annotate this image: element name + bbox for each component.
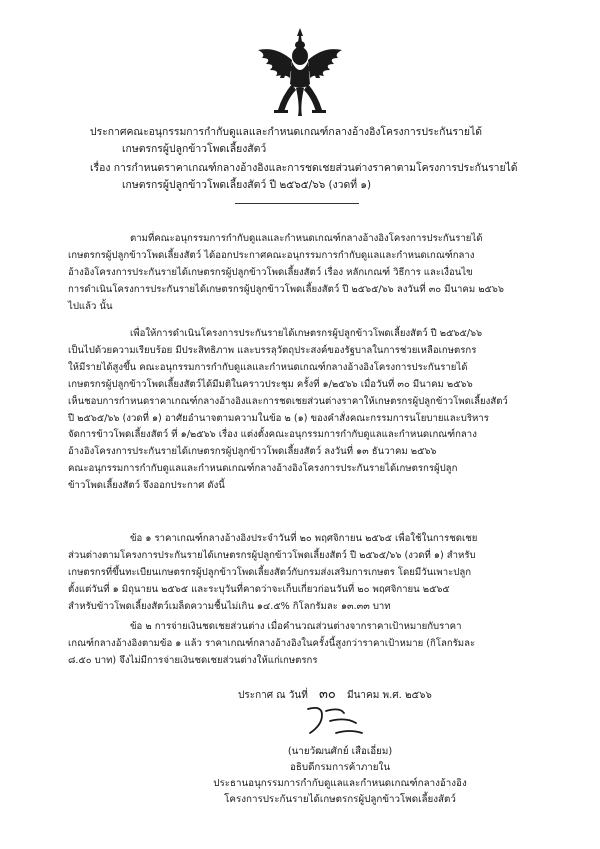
paragraph-line: อ้างอิงโครงการประกันรายได้เกษตรกรผู้ปลูกข้าวโพดเลี้ยงสัตว์ เรื่อง หลักเกณฑ์ วิธีการ และเงื่อนไข <box>68 266 473 278</box>
announcement-date <box>238 683 432 704</box>
paragraph-line: เป็นไปด้วยความเรียบร้อย มีประสิทธิภาพ และบรรลุวัตถุประสงค์ของรัฐบาลในการช่วยเหลือเกษตรกร <box>68 344 477 356</box>
subject-line-2: เกษตรกรผู้ปลูกข้าวโพดเลี้ยงสัตว์ ปี ๒๕๖๕/๖๖ (งวดที่ ๑) <box>122 179 372 191</box>
announce-month-year: มีนาคม พ.ศ. ๒๕๖๖ <box>347 690 432 701</box>
paragraph-line: ข้อ ๒ การจ่ายเงินชดเชยส่วนต่าง เมื่อคำนวณส่วนต่างจากราคาเป้าหมายกับราคา <box>130 621 462 632</box>
paragraph-line: อ้างอิงโครงการประกันรายได้เกษตรกรผู้ปลูกข้าวโพดเลี้ยงสัตว์ ลงวันที่ ๑๓ ธันวาคม ๒๕๖๖ <box>68 446 437 458</box>
paragraph-line: ตามที่คณะอนุกรรมการกำกับดูแลและกำหนดเกณฑ์กลางอ้างอิงโครงการประกันรายได้ <box>130 233 483 244</box>
paragraph-line: เห็นชอบการกำหนดราคาเกณฑ์กลางอ้างอิงและการชดเชยส่วนต่างราคาให้เกษตรกรผู้ปลูกข้าวโพดเลี้ยงสัตว์ <box>68 395 508 407</box>
paragraph-line: เกษตรกรผู้ปลูกข้าวโพดเลี้ยงสัตว์ ได้ออกประกาศคณะอนุกรรมการกำกับดูแลและกำหนดเกณฑ์กลาง <box>68 249 475 261</box>
signer-name: (นายวัฒนศักย์ เสือเอี่ยม) <box>287 746 393 757</box>
title-line-1: ประกาศคณะอนุกรรมการกำกับดูแลและกำหนดเกณฑ์กลางอ้างอิงโครงการประกันรายได้ <box>90 126 482 138</box>
paragraph-line: ๘.๕๐ บาท) จึงไม่มีการจ่ายเงินชดเชยส่วนต่างให้แก่เกษตรกร <box>68 654 318 666</box>
paragraph-line: ข้อ ๑ ราคาเกณฑ์กลางอ้างอิงประจำวันที่ ๒๐ พฤศจิกายน ๒๕๖๕ เพื่อใช้ในการชดเชย <box>130 533 478 544</box>
clause-2 <box>68 619 538 670</box>
signer-title-2: ประธานอนุกรรมการกำกับดูแลและกำหนดเกณฑ์กลางอ้างอิง <box>213 778 467 789</box>
paragraph-line: ให้มีรายได้สูงขึ้น คณะอนุกรรมการกำกับดูแลและกำหนดเกณฑ์กลางอ้างอิงโครงการประกันรายได้ <box>68 361 468 373</box>
paragraph-line: เกษตรกรที่ขึ้นทะเบียนเกษตรกรผู้ปลูกข้าวโพดเลี้ยงสัตว์กับกรมส่งเสริมการเกษตร โดยมีวันเพาะปลูก <box>68 566 472 578</box>
announce-day: ๓๐ <box>318 687 336 702</box>
paragraph-line: เพื่อให้การดำเนินโครงการประกันรายได้เกษตรกรผู้ปลูกข้าวโพดเลี้ยงสัตว์ ปี ๒๕๖๕/๖๖ <box>130 328 483 339</box>
subject-line-1: เรื่อง การกำหนดราคาเกณฑ์กลางอ้างอิงและการชดเชยส่วนต่างราคาตามโครงการประกันรายได้ <box>90 162 518 174</box>
signer-title-1: อธิบดีกรมการค้าภายใน <box>289 762 391 773</box>
paragraph-line: ข้าวโพดเลี้ยงสัตว์ จึงออกประกาศ ดังนี้ <box>68 480 225 492</box>
paragraph-purpose <box>68 326 538 495</box>
paragraph-line: คณะอนุกรรมการกำกับดูแลและกำหนดเกณฑ์กลางอ้างอิงโครงการประกันรายได้เกษตรกรผู้ปลูก <box>68 463 458 475</box>
paragraph-line: ตั้งแต่วันที่ ๑ มิถุนายน ๒๕๖๕ และระบุวันที่คาดว่าจะเก็บเกี่ยวก่อนวันที่ ๒๐ พฤศจิกายน ๒๕๖๕ <box>68 583 450 595</box>
title-line-2: เกษตรกรผู้ปลูกข้าวโพดเลี้ยงสัตว์ <box>122 143 267 155</box>
paragraph-line: สำหรับข้าวโพดเลี้ยงสัตว์เมล็ดความชื้นไม่เกิน ๑๔.๕% กิโลกรัมละ ๑๓.๓๓ บาท <box>68 600 391 612</box>
title-divider <box>235 203 359 204</box>
paragraph-line: เกณฑ์กลางอ้างอิงตามข้อ ๑ แล้ว ราคาเกณฑ์กลางอ้างอิงในครั้งนี้สูงกว่าราคาเป้าหมาย (กิโลกรัมละ <box>68 637 476 649</box>
paragraph-line: จัดการข้าวโพดเลี้ยงสัตว์ ที่ ๑/๒๕๖๖ เรื่อง แต่งตั้งคณะอนุกรรมการกำกับดูแลและกำหนดเกณฑ์กลาง <box>68 429 477 441</box>
signature <box>300 703 370 741</box>
garuda-emblem <box>252 26 348 118</box>
paragraph-line: เกษตรกรผู้ปลูกข้าวโพดเลี้ยงสัตว์ได้มีมติในคราวประชุม ครั้งที่ ๑/๒๕๖๖ เมื่อวันที่ ๓๐ มีนาคม ๒๕๖๖ <box>68 378 473 390</box>
clause-1 <box>68 531 538 616</box>
paragraph-preamble <box>68 231 538 316</box>
signer-title-3: โครงการประกันรายได้เกษตรกรผู้ปลูกข้าวโพดเลี้ยงสัตว์ <box>224 794 456 805</box>
announce-prefix: ประกาศ ณ วันที่ <box>238 690 308 701</box>
paragraph-line: ส่วนต่างตามโครงการประกันรายได้เกษตรกรผู้ปลูกข้าวโพดเลี้ยงสัตว์ ปี ๒๕๖๕/๖๖ (งวดที่ ๑) สำหรับ <box>68 549 476 561</box>
paragraph-line: ปี ๒๕๖๕/๖๖ (งวดที่ ๑) อาศัยอำนาจตามความในข้อ ๒ (๑) ของคำสั่งคณะกรรมการนโยบายและบริหาร <box>68 412 489 424</box>
paragraph-line: ไปแล้ว นั้น <box>68 300 113 312</box>
paragraph-line: การดำเนินโครงการประกันรายได้เกษตรกรผู้ปลูกข้าวโพดเลี้ยงสัตว์ ปี ๒๕๖๕/๖๖ ลงวันที่ ๓๐ มีนาคม ๒๕๖๖ <box>68 283 504 295</box>
